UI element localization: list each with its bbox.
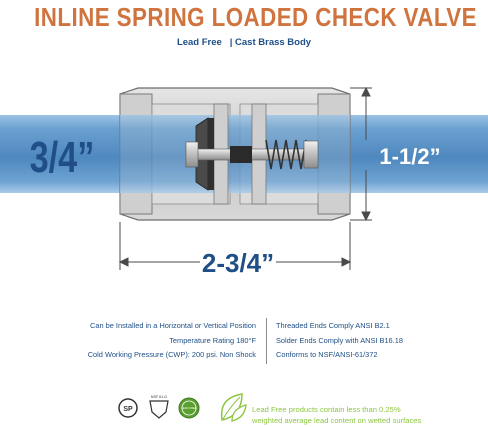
pipe-size-label: 3/4”	[29, 132, 95, 183]
spec-pressure: Cold Working Pressure (CWP): 200 psi. Non Shock	[87, 350, 256, 359]
page-subtitle: Lead Free | Cast Brass Body	[176, 37, 312, 48]
svg-text:LEAD FREE: LEAD FREE	[181, 406, 197, 410]
svg-text:NSF 61-G: NSF 61-G	[150, 395, 168, 399]
nsf-certification-icon	[150, 395, 168, 418]
page-title: INLINE SPRING LOADED CHECK VALVE	[34, 2, 477, 32]
spec-threaded-ends: Threaded Ends Comply ANSI B2.1	[276, 321, 390, 330]
length-label: 2-3/4”	[201, 248, 275, 278]
spec-conformance: Conforms to NSF/ANSI-61/372	[276, 350, 378, 359]
height-label: 1-1/2”	[379, 144, 441, 169]
lead-free-note	[252, 405, 482, 426]
spec-temperature: Temperature Rating 180°F	[169, 335, 256, 345]
lead-free-badge-icon	[179, 398, 199, 418]
csa-certification-icon	[119, 399, 137, 417]
leaf-icon	[222, 394, 246, 421]
spec-installation: Can be Installed in a Horizontal or Vertical Position	[90, 321, 256, 330]
specs-divider	[266, 318, 267, 364]
specs-right-column	[276, 319, 476, 363]
specs-left-column	[20, 319, 256, 363]
lead-free-note-line-1: Lead Free products contain less than 0.25%	[252, 405, 401, 414]
spec-solder-ends: Solder Ends Comply with ANSI B16.18	[276, 335, 403, 345]
svg-text:SP: SP	[123, 406, 133, 413]
lead-free-note-line-2: weighted average lead content on wetted surfaces	[252, 415, 422, 425]
